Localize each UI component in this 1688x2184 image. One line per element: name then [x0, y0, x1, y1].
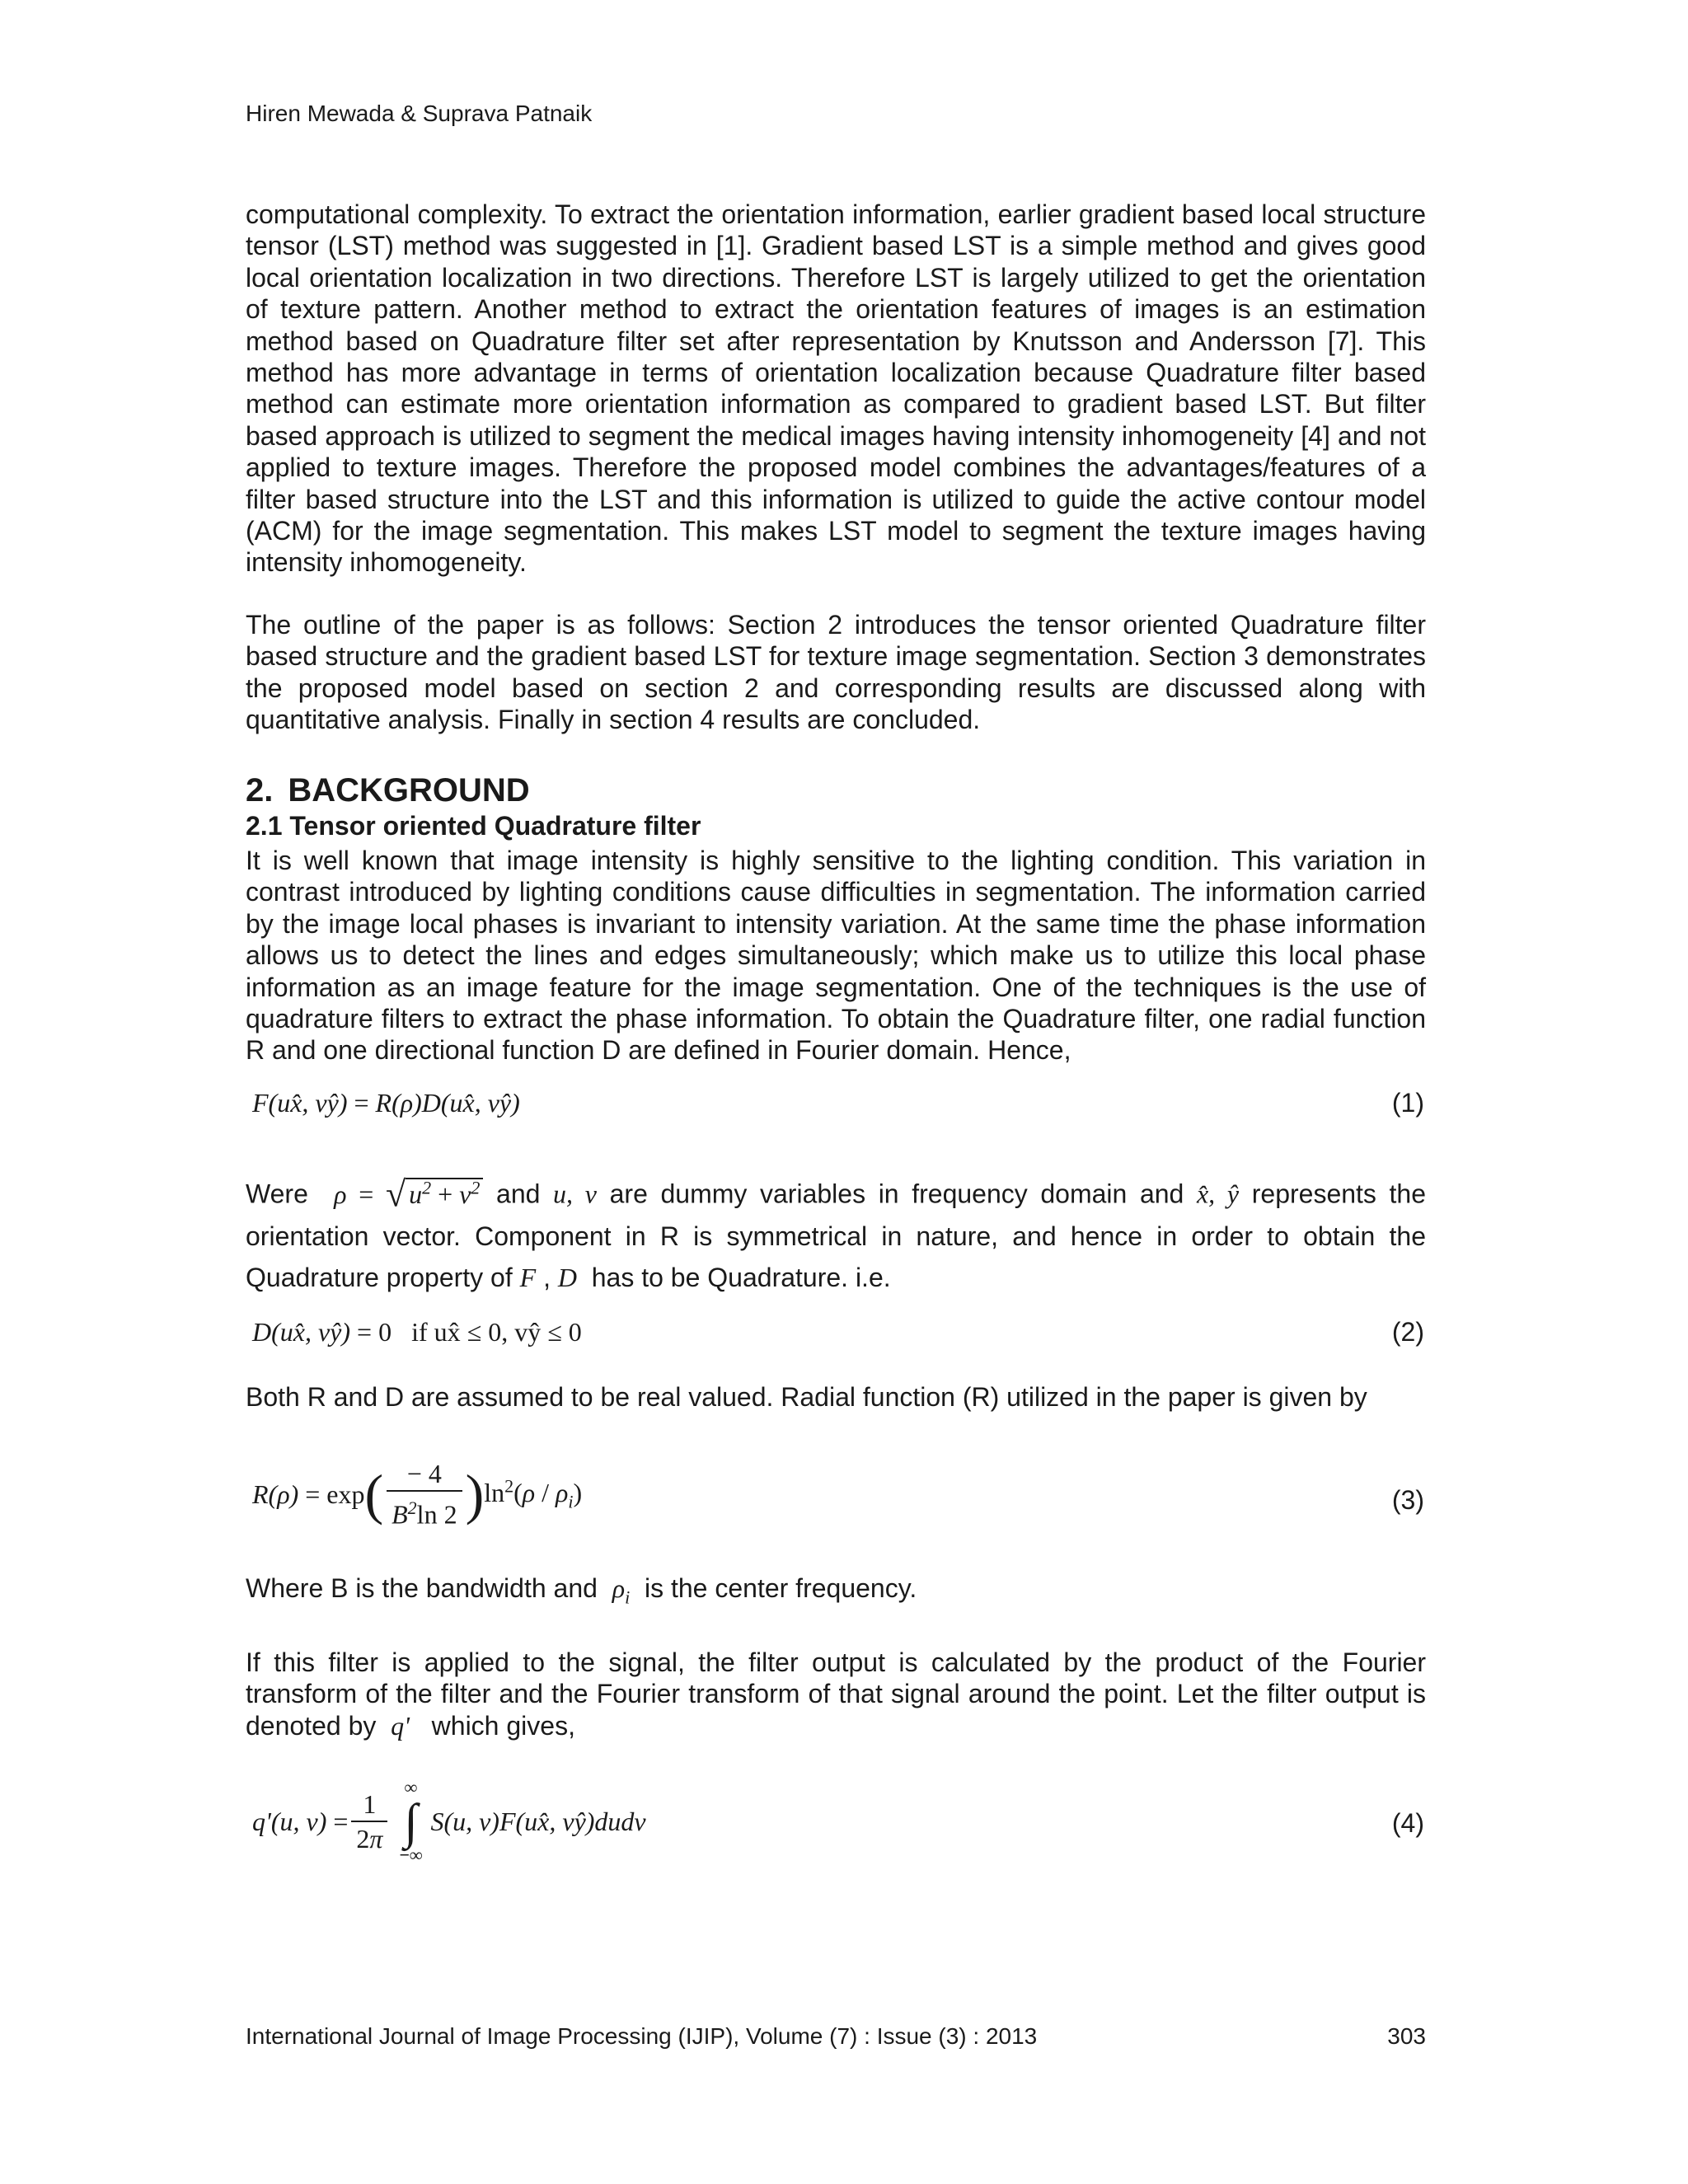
equation-2 [246, 1315, 1426, 1365]
filter-text-end: which gives, [431, 1710, 575, 1741]
were-paragraph-block [246, 1167, 1426, 1298]
where-text-1: Where B is the bandwidth and [246, 1573, 598, 1603]
intro-paragraph-2-block [246, 609, 1426, 736]
filter-paragraph-block [246, 1647, 1426, 1741]
rho-i-symbol: $\rho_i$ [612, 1573, 631, 1608]
section-2-paragraph-1: It is well known that image intensity is highly sensitive to the lighting condition. This variation in contrast introduced by lighting conditions cause difficulties in segmentation. The information carried by the image local phases is invariant to intensity variation. At the same time the phase information allows us to detect the lines and edges simultaneously; which make us to utilize this local phase information as an image feature for the image segmentation. One of the techniques is the use of quadrature filters to extract the phase information. To obtain the Quadrature filter, one radial function R and one directional function D are defined in Fourier domain. Hence, [246, 846, 1426, 1066]
were-text-4: represents the orientation vector. Component in R is symmetrical in nature, and hence in order to obtain the Quadrature property of [246, 1179, 1427, 1292]
section-2-heading-block [246, 771, 1426, 841]
q-prime-symbol: q' [391, 1710, 410, 1741]
were-text-3: are dummy variables in frequency domain and [609, 1179, 1184, 1209]
equation-3-body: R(ρ) = exp( $\frac{- 4}{B^2\ln 2}$ )$\ln^2(\rho / \rho_i)$ [252, 1459, 583, 1530]
section-number: 2. [246, 772, 274, 808]
running-header-authors: Hiren Mewada & Suprava Patnaik [246, 101, 593, 126]
were-text-2: and [496, 1179, 541, 1209]
d-symbol: D [557, 1262, 577, 1292]
equation-2-body: D(ux̂, vŷ) = 0 if ux̂ ≤ 0, vŷ ≤ 0 [252, 1317, 582, 1347]
filter-paragraph [246, 1647, 1426, 1741]
subsection-2-1-title: 2.1 Tensor oriented Quadrature filter [246, 811, 701, 841]
where-paragraph-block [246, 1572, 1426, 1614]
intro-paragraph-1: computational complexity. To extract the orientation information, earlier gradient based local structure tensor (LST) method was suggested in [1]. Gradient based LST is a simple method and gives good local orientation localization in two directions. Therefore LST is largely utilized to get the orientation of texture pattern. Another method to extract the orientation features of images is an estimation method based on Quadrature filter set after representation by Knutsson and Andersson [7]. This method has more advantage in terms of orientation localization because Quadrature filter based method can estimate more orientation information as compared to gradient based LST. But filter based approach is utilized to segment the medical images having intensity inhomogeneity [4] and not applied to texture images. Therefore the proposed model combines the advantages/features of a filter based structure into the LST and this information is utilized to guide the active contour model (ACM) for the image segmentation. This makes LST model to segment the texture images having intensity inhomogeneity. [246, 199, 1426, 578]
running-footer-journal: International Journal of Image Processing (IJIP), Volume (7) : Issue (3) : 2013 [246, 2023, 1038, 2049]
uv-variables: u, v [553, 1179, 597, 1209]
equation-3-number: (3) [1391, 1485, 1424, 1515]
equation-2-number: (2) [1391, 1317, 1424, 1347]
equation-1-number: (1) [1391, 1088, 1424, 1118]
were-text-5: has to be Quadrature. i.e. [591, 1262, 891, 1292]
section-2-paragraph-1-block [246, 845, 1426, 1066]
both-paragraph: Both R and D are assumed to be real valued. Radial function (R) utilized in the paper is given by [246, 1382, 1367, 1412]
equation-4-number: (4) [1391, 1808, 1424, 1838]
rho-definition: ρ = √ $u^2 + v^2$ [334, 1179, 483, 1209]
equation-1-body: F(ux̂, vŷ) = R(ρ)D(ux̂, vŷ) [252, 1088, 520, 1118]
equation-3 [246, 1460, 1426, 1540]
were-paragraph: Were ρ = √ $u^2 + v^2$ and u, v are dummy variables in frequency domain and x̂, ŷ represents the orientation vector. Component in R is symmetrical in nature, and hence in order to obtain the Quadrature property of F , D has to be Quadrature. i.e. [246, 1174, 1427, 1292]
f-symbol: F [519, 1262, 537, 1292]
filter-text: If this filter is applied to the signal, the filter output is calculated by the product of the Fourier transform of the filter and the Fourier transform of that signal around the point. Let the filter output is denoted by [246, 1647, 1426, 1741]
where-text-2: is the center frequency. [644, 1573, 917, 1603]
both-paragraph-block [246, 1381, 1426, 1413]
equation-4 [246, 1779, 1426, 1869]
equation-4-body: q'(u, v) = $\frac{1}{2\pi}$ ∞ ∫ −∞ S(u, v)F(ux̂, vŷ)dudv [252, 1777, 646, 1865]
equation-2-condition: if ux̂ ≤ 0, vŷ ≤ 0 [411, 1317, 582, 1347]
page-number: 303 [1387, 2023, 1426, 2049]
section-title-text: BACKGROUND [288, 772, 530, 808]
xy-orientation: x̂, ŷ [1196, 1179, 1240, 1209]
equation-1 [246, 1086, 1426, 1136]
were-text-1: Were [246, 1179, 308, 1209]
intro-paragraph-1-block [246, 199, 1426, 579]
intro-paragraph-2: The outline of the paper is as follows: Section 2 introduces the tensor oriented Quadrature filter based structure and the gradient based LST for texture image segmentation. Section 3 demonstrates the proposed model based on section 2 and corresponding results are discussed along with quantitative analysis. Finally in section 4 results are concluded. [246, 610, 1426, 735]
where-paragraph [246, 1572, 1426, 1614]
section-2-title [246, 771, 1426, 810]
